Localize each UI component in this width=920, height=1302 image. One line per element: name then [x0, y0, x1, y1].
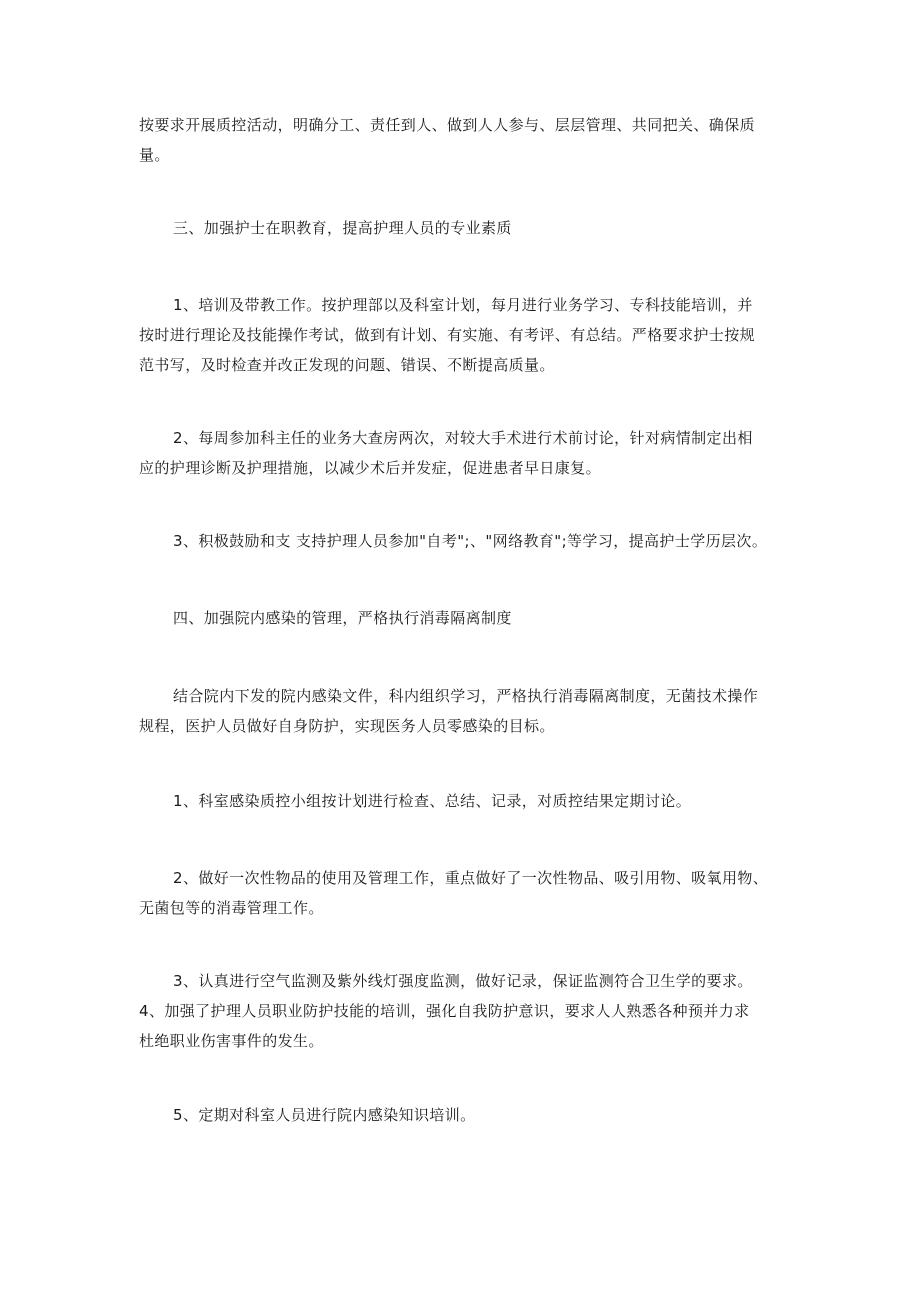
text-line: 1、培训及带教工作。按护理部以及科室计划，每月进行业务学习、专科技能培训，并: [173, 296, 753, 314]
text-line: 杜绝职业伤害事件的发生。: [139, 1032, 324, 1050]
text-line: 结合院内下发的院内感染文件，科内组织学习，严格执行消毒隔离制度，无菌技术操作: [173, 687, 759, 705]
paragraph-item-3-3: [139, 526, 790, 556]
section-heading-3: [139, 213, 790, 243]
text-line: 应的护理诊断及护理措施，以减少术后并发症，促进患者早日康复。: [139, 459, 602, 477]
text-line: 5、定期对科室人员进行院内感染知识培训。: [173, 1106, 476, 1124]
text-line: 3、认真进行空气监测及紫外线灯强度监测，做好记录，保证监测符合卫生学的要求。: [173, 972, 753, 990]
text-line: 1、科室感染质控小组按计划进行检查、总结、记录，对质控结果定期讨论。: [173, 792, 692, 810]
paragraph-item-4-1: [139, 786, 790, 816]
heading-text: 三、加强护士在职教育，提高护理人员的专业素质: [173, 219, 512, 237]
paragraph-item-3-1: [139, 290, 790, 380]
text-line: 3、积极鼓励和支 支持护理人员参加"自考";、"网络教育";等学习，提高护士学历层次。: [173, 532, 768, 550]
text-line: 按要求开展质控活动，明确分工、责任到人、做到人人参与、层层管理、共同把关、确保质: [139, 116, 756, 134]
section-heading-4: [139, 603, 790, 633]
text-line: 2、每周参加科主任的业务大查房两次，对较大手术进行术前讨论，针对病情制定出相: [173, 429, 753, 447]
text-line: 无菌包等的消毒管理工作。: [139, 899, 324, 917]
text-line: 量。: [139, 146, 170, 164]
text-line: 范书写，及时检查并改正发现的问题、错误、不断提高质量。: [139, 356, 555, 374]
paragraph-item-4-3-4: [139, 966, 790, 1056]
text-line: 规程，医护人员做好自身防护，实现医务人员零感染的目标。: [139, 717, 555, 735]
paragraph-intro-4: [139, 681, 790, 741]
heading-text: 四、加强院内感染的管理，严格执行消毒隔离制度: [173, 609, 512, 627]
paragraph-item-4-2: [139, 863, 790, 923]
paragraph-item-3-2: [139, 423, 790, 483]
paragraph-item-4-5: [139, 1100, 790, 1130]
paragraph-continuation: [139, 110, 790, 170]
text-line: 按时进行理论及技能操作考试，做到有计划、有实施、有考评、有总结。严格要求护士按规: [139, 326, 756, 344]
text-line: 4、加强了护理人员职业防护技能的培训，强化自我防护意识，要求人人熟悉各种预并力求: [139, 1002, 750, 1020]
text-line: 2、做好一次性物品的使用及管理工作，重点做好了一次性物品、吸引用物、吸氧用物、: [173, 869, 769, 887]
